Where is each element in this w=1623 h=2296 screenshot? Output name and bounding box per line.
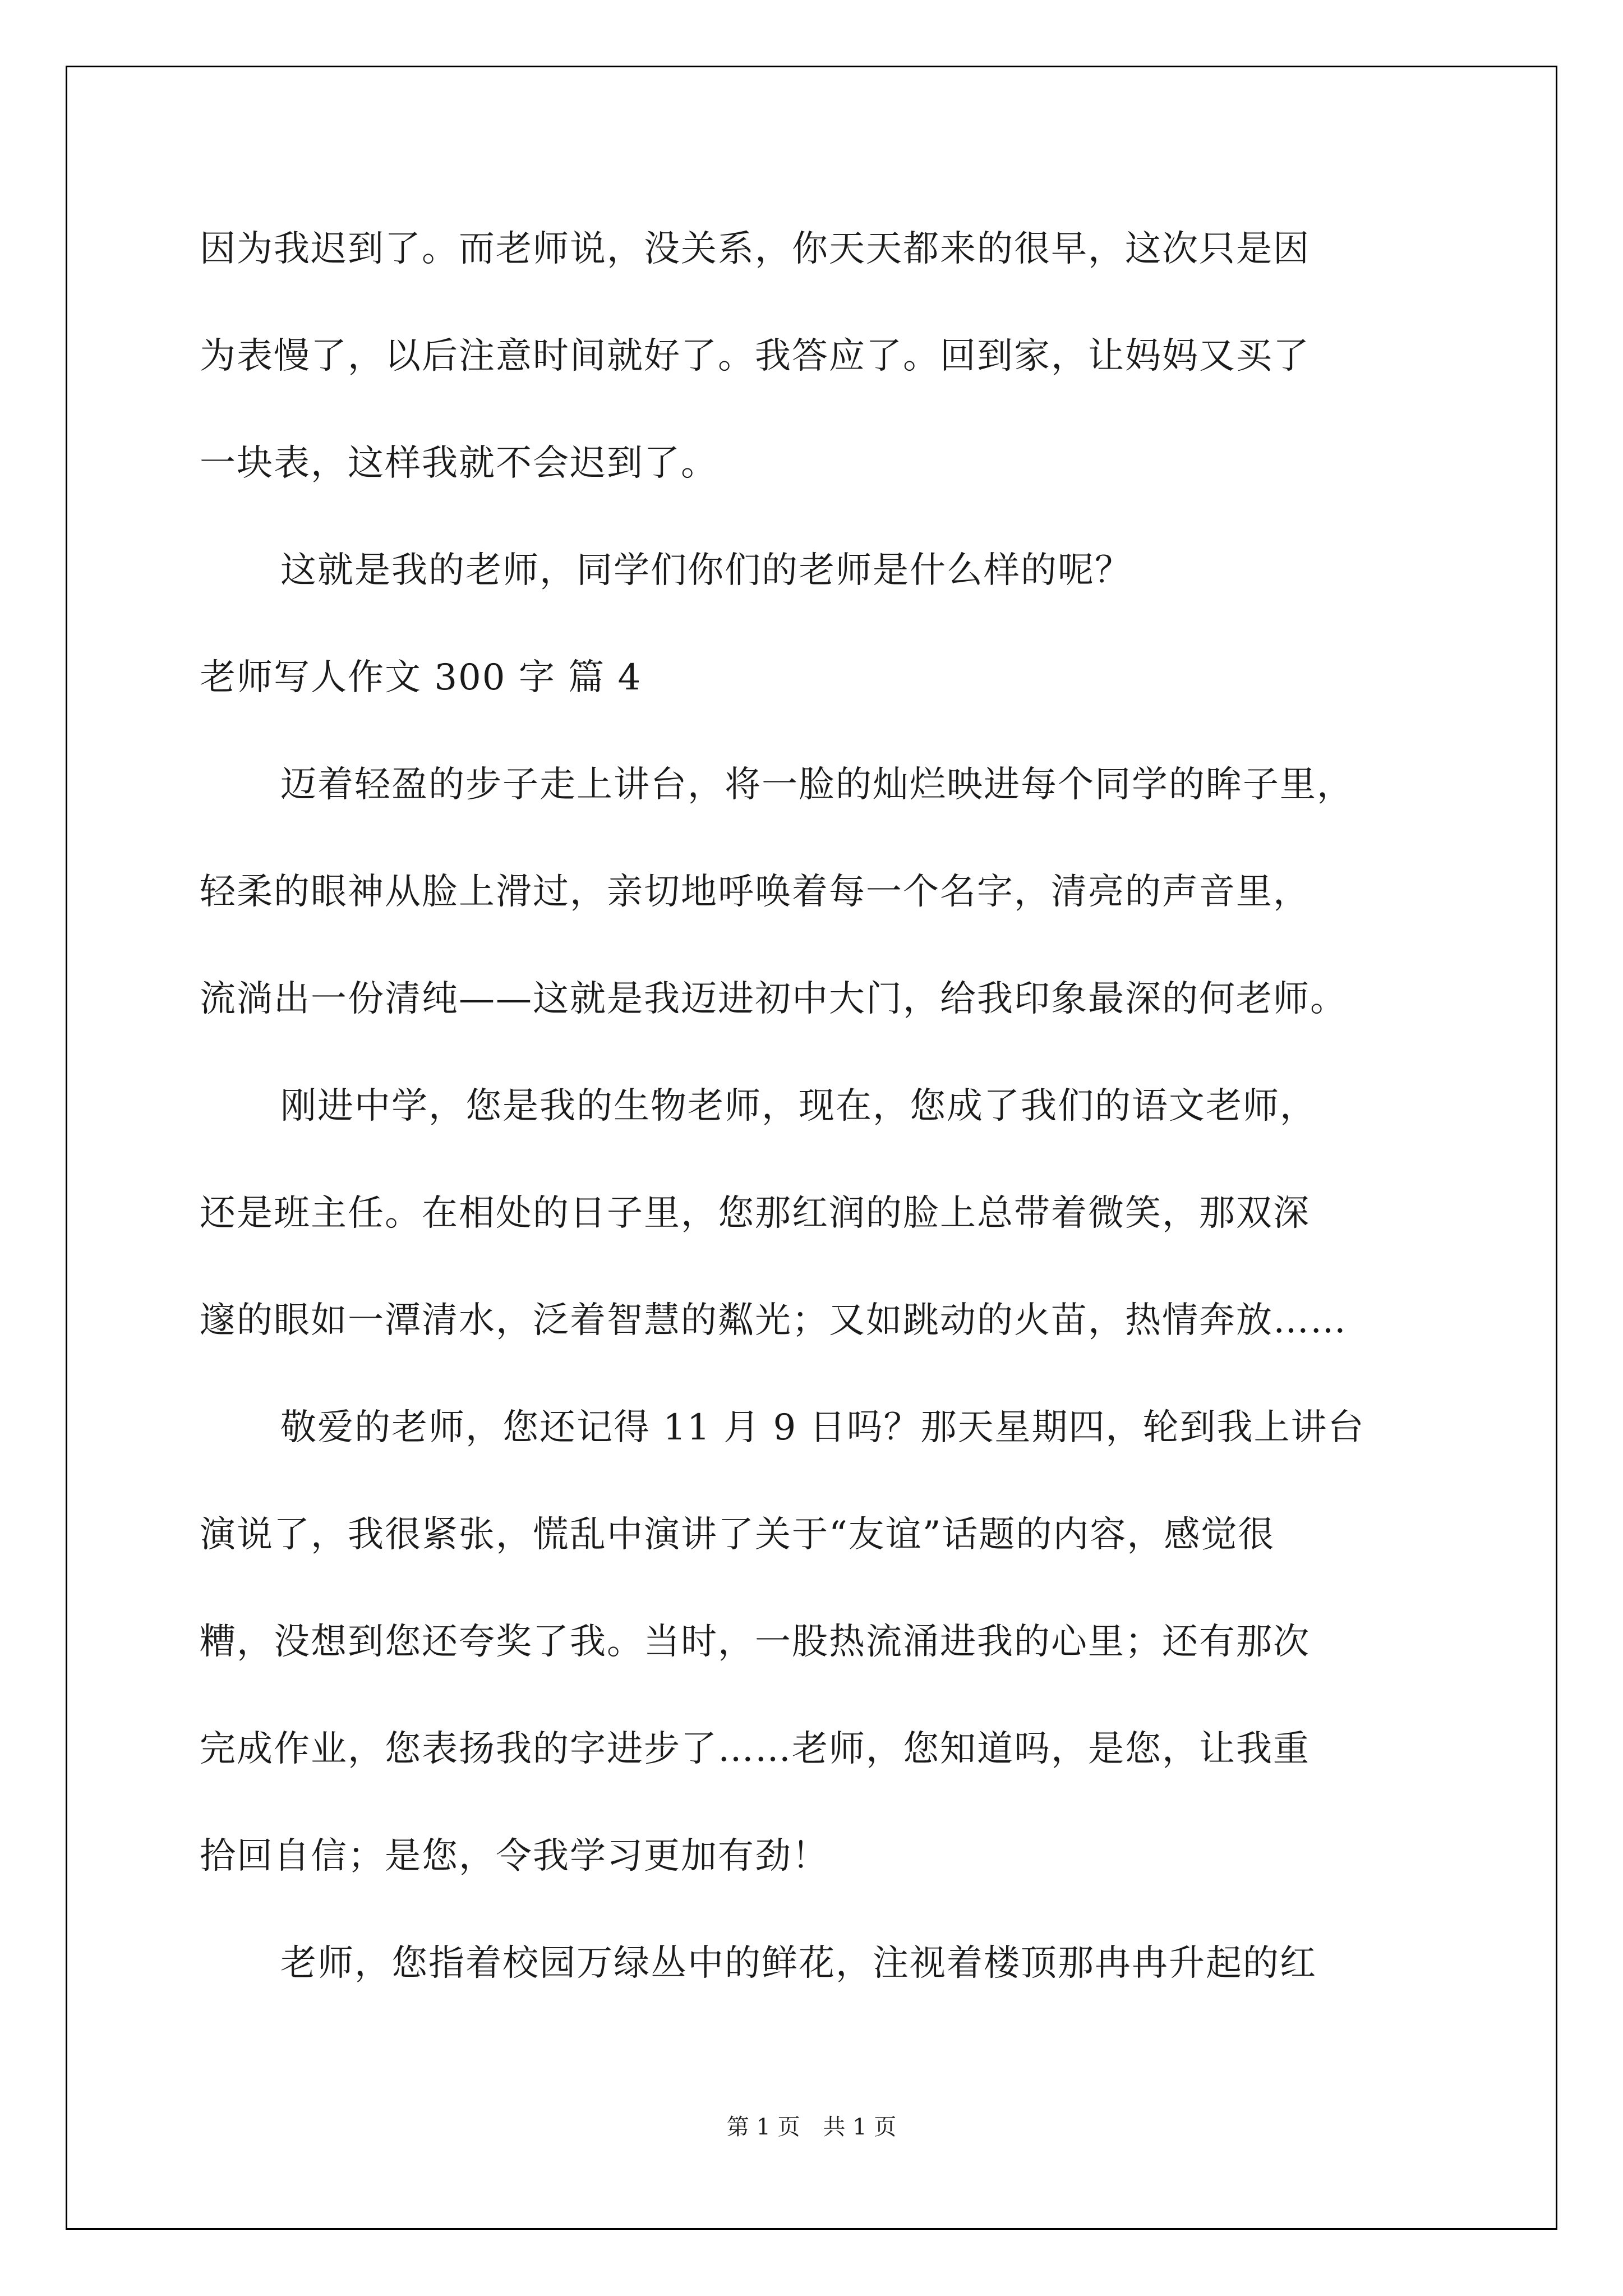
paragraph-start: 敬爱的老师，您还记得 11 月 9 日吗？那天星期四，轮到我上讲台 bbox=[280, 1407, 1365, 1448]
text-line: 拾回自信；是您，令我学习更加有劲！ bbox=[200, 1835, 829, 1877]
text-line: 为表慢了，以后注意时间就好了。我答应了。回到家，让妈妈又买了 bbox=[200, 335, 1310, 377]
paragraph-start: 刚进中学，您是我的生物老师，现在，您成了我们的语文老师， bbox=[280, 1085, 1317, 1127]
text-line: 流淌出一份清纯——这就是我迈进初中大门，给我印象最深的何老师。 bbox=[200, 978, 1347, 1020]
text-line: 轻柔的眼神从脸上滑过，亲切地呼唤着每一个名字，清亮的声音里， bbox=[200, 871, 1310, 913]
text-line: 一块表，这样我就不会迟到了。 bbox=[200, 443, 718, 484]
text-line: 因为我迟到了。而老师说，没关系，你天天都来的很早，这次只是因 bbox=[200, 228, 1310, 270]
paragraph-start: 迈着轻盈的步子走上讲台，将一脸的灿烂映进每个同学的眸子里， bbox=[280, 764, 1354, 806]
text-line: 邃的眼如一潭清水，泛着智慧的粼光；又如跳动的火苗，热情奔放…… bbox=[200, 1300, 1347, 1341]
text-line: 还是班主任。在相处的日子里，您那红润的脸上总带着微笑，那双深 bbox=[200, 1193, 1310, 1234]
section-heading: 老师写人作文 300 字 篇 4 bbox=[200, 657, 642, 698]
document-body bbox=[200, 215, 1433, 2037]
text-line: 演说了，我很紧张，慌乱中演讲了关于“友谊”话题的内容，感觉很 bbox=[200, 1514, 1275, 1556]
paragraph-start: 老师，您指着校园万绿丛中的鲜花，注视着楼顶那冉冉升起的红 bbox=[280, 1943, 1317, 1984]
page-footer bbox=[0, 2109, 1623, 2141]
text-line: 完成作业，您表扬我的字进步了……老师，您知道吗，是您，让我重 bbox=[200, 1728, 1310, 1770]
paragraph-start: 这就是我的老师，同学们你们的老师是什么样的呢？ bbox=[280, 550, 1132, 591]
text-line: 糟，没想到您还夸奖了我。当时，一股热流涌进我的心里；还有那次 bbox=[200, 1621, 1310, 1663]
page-number-current: 第 1 页 bbox=[726, 2114, 800, 2140]
page-number-total: 共 1 页 bbox=[823, 2114, 897, 2140]
